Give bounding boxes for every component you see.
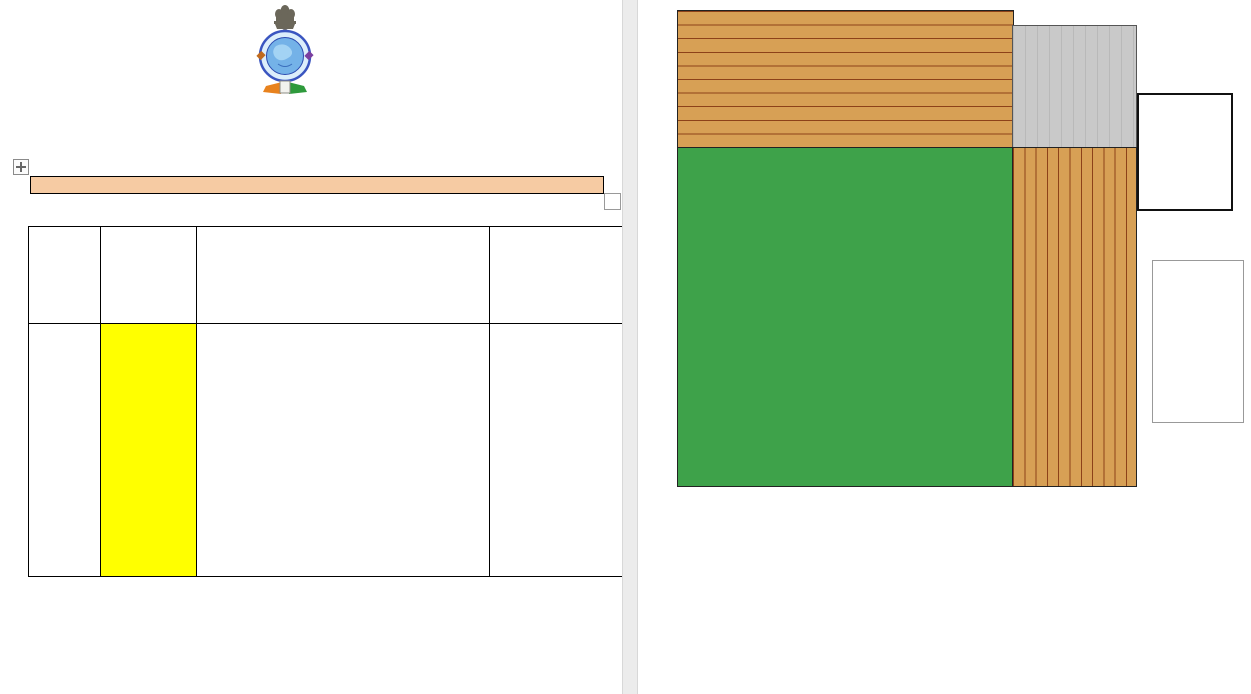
cell-phenomena xyxy=(101,324,197,577)
cell-district xyxy=(197,324,490,577)
header-impact xyxy=(490,227,623,324)
radar-height-scale-panel xyxy=(1012,25,1137,148)
imd-logo xyxy=(248,2,322,104)
window-divider[interactable] xyxy=(622,0,638,694)
cell-impact xyxy=(490,324,623,577)
header-district xyxy=(197,227,490,324)
reflectivity-legend xyxy=(1152,260,1244,423)
radar-right-cross-section xyxy=(1012,147,1137,487)
header-phenomena xyxy=(101,227,197,324)
object-move-handle-icon[interactable] xyxy=(13,159,29,175)
object-resize-handle[interactable] xyxy=(604,193,621,210)
warning-table xyxy=(28,226,623,577)
warning-document xyxy=(0,0,622,694)
header-validity xyxy=(29,227,101,324)
imd-logo-graphic xyxy=(248,2,322,104)
radar-map-panel xyxy=(677,147,1014,487)
cell-validity xyxy=(29,324,101,577)
radar-top-cross-section xyxy=(677,10,1014,149)
radar-image xyxy=(677,10,1136,485)
radar-info-box xyxy=(1137,93,1233,211)
date-issue-bar xyxy=(30,176,604,194)
table-header-row xyxy=(29,227,623,324)
table-row xyxy=(29,324,623,577)
